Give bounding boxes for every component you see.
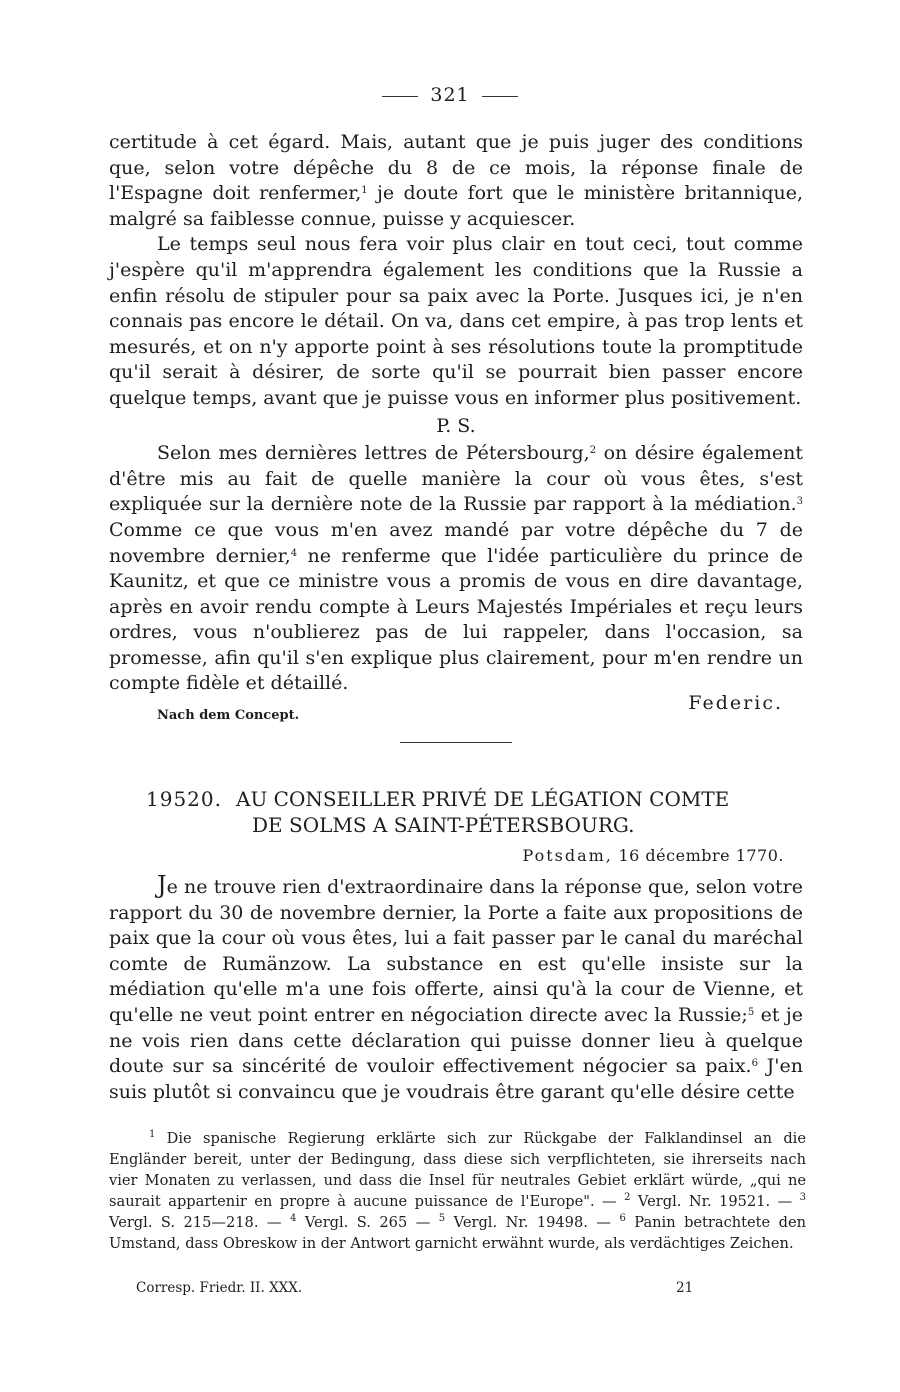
letter-title-text-1: AU CONSEILLER PRIVÉ DE LÉGATION COMTE xyxy=(236,787,730,811)
footnote-ref-1: 1 xyxy=(361,185,368,197)
footnote-ref-2: 2 xyxy=(589,445,597,457)
footnote-ref-3: 3 xyxy=(796,496,803,508)
header-dash-right xyxy=(482,96,518,97)
footnotes xyxy=(109,1128,806,1254)
footnote-mark-1: 1 xyxy=(149,1129,156,1140)
signature: Federic. xyxy=(688,692,783,715)
letter-paragraph xyxy=(109,873,803,1105)
paragraph-1 xyxy=(109,130,803,232)
footnote-ref-6: 6 xyxy=(751,1058,758,1070)
footnote-1: Die spanische Regierung erklärte sich zur Rückgabe der Falklandinsel an die Engländer bereit, unter der Bedingung, dass diese sich verpflichteten, sie ihrerseits nach vier Monaten zu verlassen, und dass die Insel für neutrales Gebiet erklärt würde, „qui ne saurait appartenir en propre à aucune puissance de l'Europe". — xyxy=(109,1130,806,1210)
footnote-6: Panin betrachtete den Umstand, dass Obreskow in der Antwort garnicht erwähnt wurde, als verdächtiges Zeichen. xyxy=(109,1214,807,1252)
continuation-text xyxy=(109,130,803,729)
letter-title-line-1 xyxy=(146,786,806,812)
footnote-ref-5: 5 xyxy=(747,1006,755,1018)
letter-date: 16 décembre 1770. xyxy=(618,846,784,865)
footnote-4: Vergl. S. 265 — xyxy=(296,1214,431,1231)
ps-text-b: on désire également d'être mis au fait de quelle manière la cour où vous êtes, s'est expliquée sur la dernière note de la Russie par rapport à la médiation. xyxy=(109,442,804,516)
source-note: Nach dem Concept. xyxy=(157,708,300,724)
paragraph-1-text-b: je doute fort que le ministère britannique, malgré sa faiblesse connue, puisse y acquiescer. xyxy=(109,182,803,230)
letter-number: 19520. xyxy=(146,787,222,811)
ps-text-c: Comme ce que vous m'en avez mandé par votre dépêche du 7 de novembre dernier, xyxy=(109,518,803,567)
letter-text xyxy=(109,873,803,1105)
footnote-3: Vergl. S. 215—218. — xyxy=(109,1214,282,1231)
footnote-ref-4: 4 xyxy=(290,547,298,559)
footnote-mark-3: 3 xyxy=(799,1192,806,1203)
footnote-5: Vergl. Nr. 19498. — xyxy=(445,1214,611,1231)
footnote-block xyxy=(109,1128,806,1254)
letter-dateline xyxy=(522,846,784,865)
page-header xyxy=(0,84,900,106)
header-dash-left xyxy=(382,96,418,97)
letter-title xyxy=(146,786,806,838)
letter-place: Potsdam, xyxy=(522,846,613,865)
letter-text-a: e ne trouve rien d'extraordinaire dans la réponse que, selon votre rapport du 30 de novembre dernier, la Porte a faite aux propositions de paix que la cour où vous êtes, lui a fait passer par le canal du maréchal comte de Rumänzow. La substance en est qu'elle insiste sur la médiation qu'elle m'a une fois offerte, ainsi qu'à la cour de Vienne, et qu'elle ne veut point entrer en négociation directe avec la Russie; xyxy=(109,876,803,1026)
section-divider xyxy=(400,742,512,743)
footnote-mark-5: 5 xyxy=(438,1213,446,1224)
footnote-mark-2: 2 xyxy=(624,1192,631,1203)
page-number: 321 xyxy=(430,84,470,106)
footnote-mark-6: 6 xyxy=(619,1213,626,1224)
drop-cap: J xyxy=(157,871,167,899)
page-footer xyxy=(136,1280,696,1296)
paragraph-2: Le temps seul nous fera voir plus clair en tout ceci, tout comme j'espère qu'il m'apprendra également les conditions que la Russie a enfin résolu de stipuler pour sa paix avec la Porte. Jusques ici, je n'en connais pas encore le détail. On va, dans cet empire, à pas trop lents et mesurés, et on n'y apporte point à ses résolutions toute la promptitude qu'il serait à désirer, de sorte qu'il se pourrait bien passer encore quelque temps, avant que je puisse vous en informer plus positivement. xyxy=(109,233,803,409)
footnote-2: Vergl. Nr. 19521. — xyxy=(630,1193,793,1210)
letter-text-b: et je ne vois rien dans cette déclaration qui puisse donner lieu à quelque doute sur sa sincérité de vouloir effectivement négocier sa paix. xyxy=(109,1003,803,1078)
ps-text-a: Selon mes dernières lettres de Pétersbourg, xyxy=(157,442,590,465)
letter-text-c: J'en suis plutôt si convaincu que je voudrais être garant qu'elle désire cette xyxy=(109,1055,803,1103)
footnote-mark-4: 4 xyxy=(290,1213,297,1224)
footer-series: Corresp. Friedr. II. XXX. xyxy=(136,1280,303,1296)
paragraph-1-text-a: certitude à cet égard. Mais, autant que je puis juger des conditions que, selon votre dépêche du 8 de ce mois, la réponse finale de l'Espagne doit renfermer, xyxy=(109,131,803,205)
ps-heading: P. S. xyxy=(436,414,476,437)
ps-text-d: ne renferme que l'idée particulière du prince de Kaunitz, et que ce ministre vous a promis de vous en dire davantage, après en avoir rendu compte à Leurs Majestés Impériales et reçu leurs ordres, vous n'oublierez pas de lui rappeler, dans l'occasion, sa promesse, afin qu'il s'en explique plus clairement, pour m'en rendre un compte fidèle et détaillé. xyxy=(109,544,804,695)
ps-paragraph xyxy=(109,441,803,697)
letter-title-line-2: DE SOLMS A SAINT-PÉTERSBOURG. xyxy=(252,813,635,837)
footer-sheet-number: 21 xyxy=(676,1280,694,1296)
